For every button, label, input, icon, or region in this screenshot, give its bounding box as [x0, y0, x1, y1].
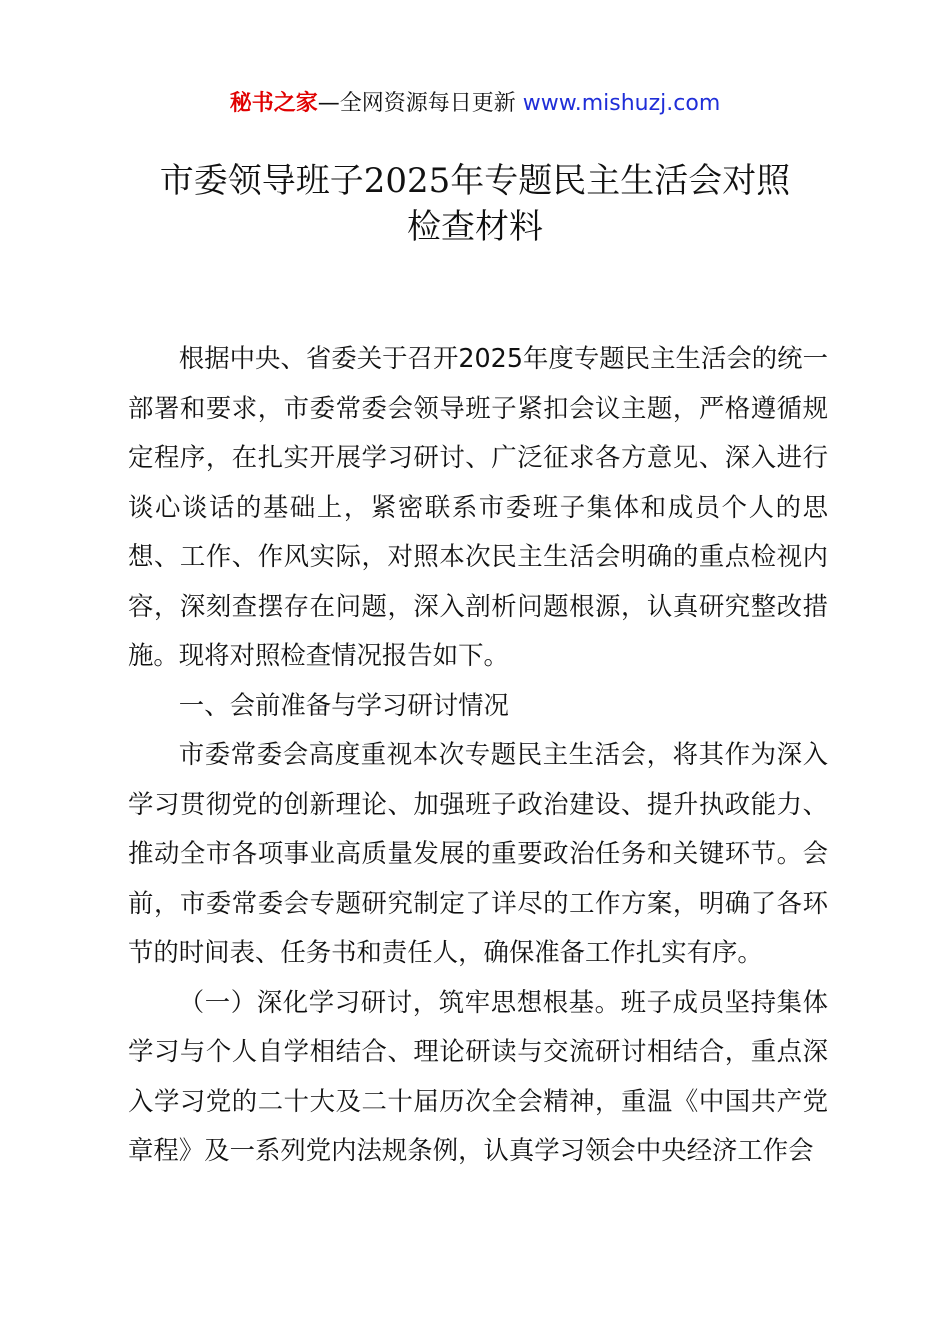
section-heading: 一、会前准备与学习研讨情况 — [178, 689, 509, 720]
site-tagline: —全网资源每日更新 — [317, 91, 523, 116]
title-line-2: 检查材料 — [407, 207, 543, 247]
document-title — [80, 158, 870, 250]
title-line-1: 市委领导班子2025年专题民主生活会对照 — [159, 161, 791, 201]
site-brand: 秘书之家 — [229, 91, 318, 116]
intro-paragraph: 根据中央、省委关于召开2025年度专题民主生活会的统一部署和要求，市委常委会领导班子紧扣会议主题，严格遵循规定程序，在扎实开展学习研讨、广泛征求各方意见、深入进行谈心谈话的基础上，紧密联系市委班子集体和成员个人的思想、工作、作风实际，对照本次民主生活会明确的重点检视内容，深刻查摆存在问题，深入剖析问题根源，认真研究整改措施。现将对照检查情况报告如下。 — [128, 343, 828, 670]
section-paragraph: 市委常委会高度重视本次专题民主生活会，将其作为深入学习贯彻党的创新理论、加强班子政治建设、提升执政能力、推动全市各项事业高质量发展的重要政治任务和关键环节。会前，市委常委会专题研究制定了详尽的工作方案，明确了各环节的时间表、任务书和责任人，确保准备工作扎实有序。 — [128, 739, 828, 967]
site-url-link[interactable]: www.mishuzj.com — [522, 91, 721, 116]
subsection-paragraph: （一）深化学习研讨，筑牢思想根基。班子成员坚持集体学习与个人自学相结合、理论研读与交流研讨相结合，重点深入学习党的二十大及二十届历次全会精神，重温《中国共产党章程》及一系列党内法规条例，认真学习领会中央经济工作会 — [128, 986, 828, 1165]
site-header — [0, 88, 950, 120]
document-body — [128, 334, 828, 1176]
